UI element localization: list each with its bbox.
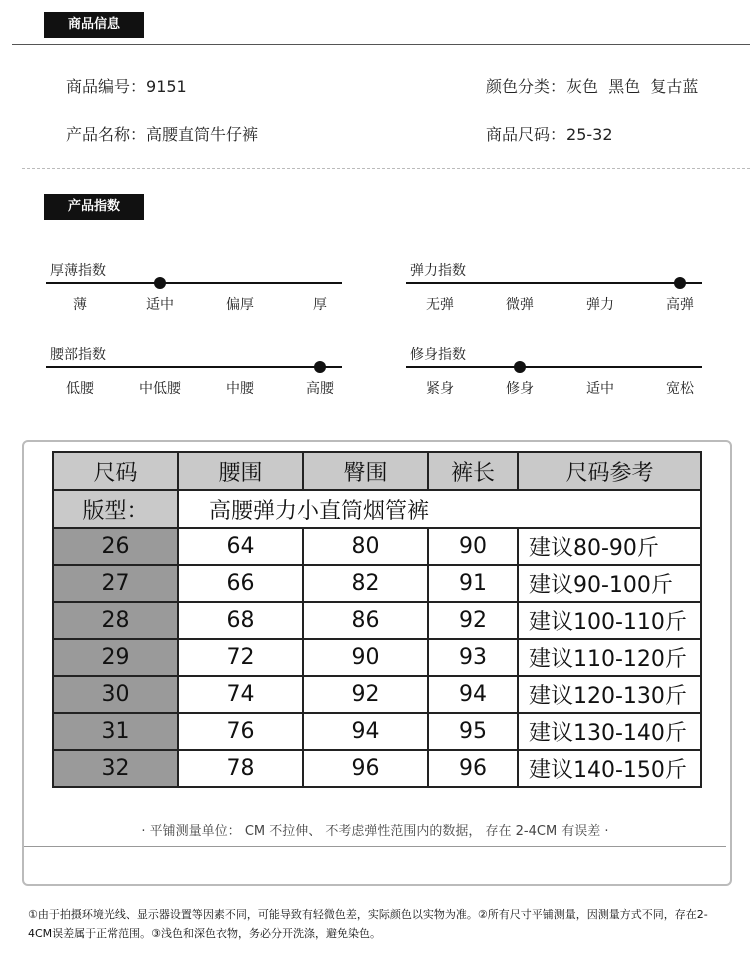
size-cell: 26: [53, 528, 178, 565]
table-row: [53, 528, 701, 565]
index-title: 修身指数: [410, 347, 466, 363]
hip-cell: 90: [303, 639, 428, 676]
section-divider: [12, 44, 750, 45]
index-option-label: 高弹: [666, 297, 694, 313]
product-size-label: 商品尺码：: [486, 125, 567, 144]
product-code: [66, 74, 187, 97]
length-cell: 91: [428, 565, 518, 602]
product-size-value: 25-32: [566, 125, 613, 144]
size-cell: 32: [53, 750, 178, 787]
table-header-row: [53, 452, 701, 490]
dotted-divider: [22, 168, 750, 169]
index-scale-line: [406, 366, 702, 368]
index-scale-line: [406, 282, 702, 284]
waist-cell: 78: [178, 750, 303, 787]
table-row: [53, 676, 701, 713]
product-name: [66, 122, 258, 145]
type-label: 版型：: [53, 490, 178, 528]
length-cell: 92: [428, 602, 518, 639]
index-option-label: 偏厚: [226, 297, 254, 313]
hip-cell: 86: [303, 602, 428, 639]
waist-cell: 76: [178, 713, 303, 750]
card-divider: [24, 846, 726, 847]
index-option-label: 薄: [73, 297, 87, 313]
index-option-label: 低腰: [66, 381, 94, 397]
length-cell: 96: [428, 750, 518, 787]
index-scale-line: [46, 366, 342, 368]
table-row: [53, 602, 701, 639]
length-cell: 93: [428, 639, 518, 676]
index-option-label: 适中: [586, 381, 614, 397]
index-marker: [674, 277, 686, 289]
reference-cell: 建议110-120斤: [518, 639, 701, 676]
product-color-value: 灰色 黑色 复古蓝: [566, 77, 699, 96]
index-option-label: 中腰: [226, 381, 254, 397]
reference-cell: 建议120-130斤: [518, 676, 701, 713]
reference-cell: 建议80-90斤: [518, 528, 701, 565]
measurement-note: · 平铺测量单位： CM 不拉伸、 不考虑弹性范围内的数据， 存在 2-4CM 有误差 ·: [141, 824, 609, 839]
waist-cell: 68: [178, 602, 303, 639]
header-length: 裤长: [428, 452, 518, 490]
index-title: 腰部指数: [50, 347, 106, 363]
index-option-label: 适中: [146, 297, 174, 313]
reference-cell: 建议100-110斤: [518, 602, 701, 639]
index-scale-line: [46, 282, 342, 284]
index-option-label: 厚: [313, 297, 327, 313]
reference-cell: 建议90-100斤: [518, 565, 701, 602]
section-tag-product-info: 商品信息: [44, 12, 144, 38]
product-code-value: 9151: [146, 77, 187, 96]
reference-cell: 建议130-140斤: [518, 713, 701, 750]
table-row: [53, 639, 701, 676]
header-waist: 腰围: [178, 452, 303, 490]
hip-cell: 92: [303, 676, 428, 713]
index-marker: [514, 361, 526, 373]
index-option-label: 修身: [506, 381, 534, 397]
product-name-value: 高腰直筒牛仔裤: [146, 125, 259, 144]
product-size: [486, 122, 613, 145]
index-option-label: 中低腰: [139, 381, 181, 397]
header-reference: 尺码参考: [518, 452, 701, 490]
size-cell: 31: [53, 713, 178, 750]
hip-cell: 96: [303, 750, 428, 787]
size-cell: 29: [53, 639, 178, 676]
index-option-label: 弹力: [586, 297, 614, 313]
hip-cell: 82: [303, 565, 428, 602]
waist-cell: 72: [178, 639, 303, 676]
hip-cell: 94: [303, 713, 428, 750]
size-cell: 27: [53, 565, 178, 602]
section-tag-product-index: 产品指数: [44, 194, 144, 220]
length-cell: 90: [428, 528, 518, 565]
index-option-label: 高腰: [306, 381, 334, 397]
index-title: 厚薄指数: [50, 263, 106, 279]
index-option-label: 无弹: [426, 297, 454, 313]
table-type-row: [53, 490, 701, 528]
length-cell: 94: [428, 676, 518, 713]
index-marker: [154, 277, 166, 289]
reference-cell: 建议140-150斤: [518, 750, 701, 787]
index-option-label: 微弹: [506, 297, 534, 313]
type-value: 高腰弹力小直筒烟管裤: [178, 490, 701, 528]
header-size: 尺码: [53, 452, 178, 490]
index-marker: [314, 361, 326, 373]
size-cell: 30: [53, 676, 178, 713]
header-hip: 臀围: [303, 452, 428, 490]
product-name-label: 产品名称：: [66, 125, 147, 144]
table-row: [53, 565, 701, 602]
hip-cell: 80: [303, 528, 428, 565]
length-cell: 95: [428, 713, 518, 750]
product-code-label: 商品编号：: [66, 77, 147, 96]
waist-cell: 66: [178, 565, 303, 602]
index-option-label: 宽松: [666, 381, 694, 397]
footer-notes: ①由于拍摄环境光线、显示器设置等因素不同，可能导致有轻微色差，实际颜色以实物为准。②所有尺寸平铺测量，因测量方式不同，存在2-4CM误差属于正常范围。③浅色和深色衣物，务必分开洗涤，避免染色。: [28, 908, 708, 940]
table-row: [53, 750, 701, 787]
index-option-label: 紧身: [426, 381, 454, 397]
size-table: [52, 451, 702, 788]
waist-cell: 74: [178, 676, 303, 713]
index-title: 弹力指数: [410, 263, 466, 279]
size-cell: 28: [53, 602, 178, 639]
waist-cell: 64: [178, 528, 303, 565]
product-color-label: 颜色分类：: [486, 77, 567, 96]
product-color: [486, 74, 698, 97]
table-row: [53, 713, 701, 750]
